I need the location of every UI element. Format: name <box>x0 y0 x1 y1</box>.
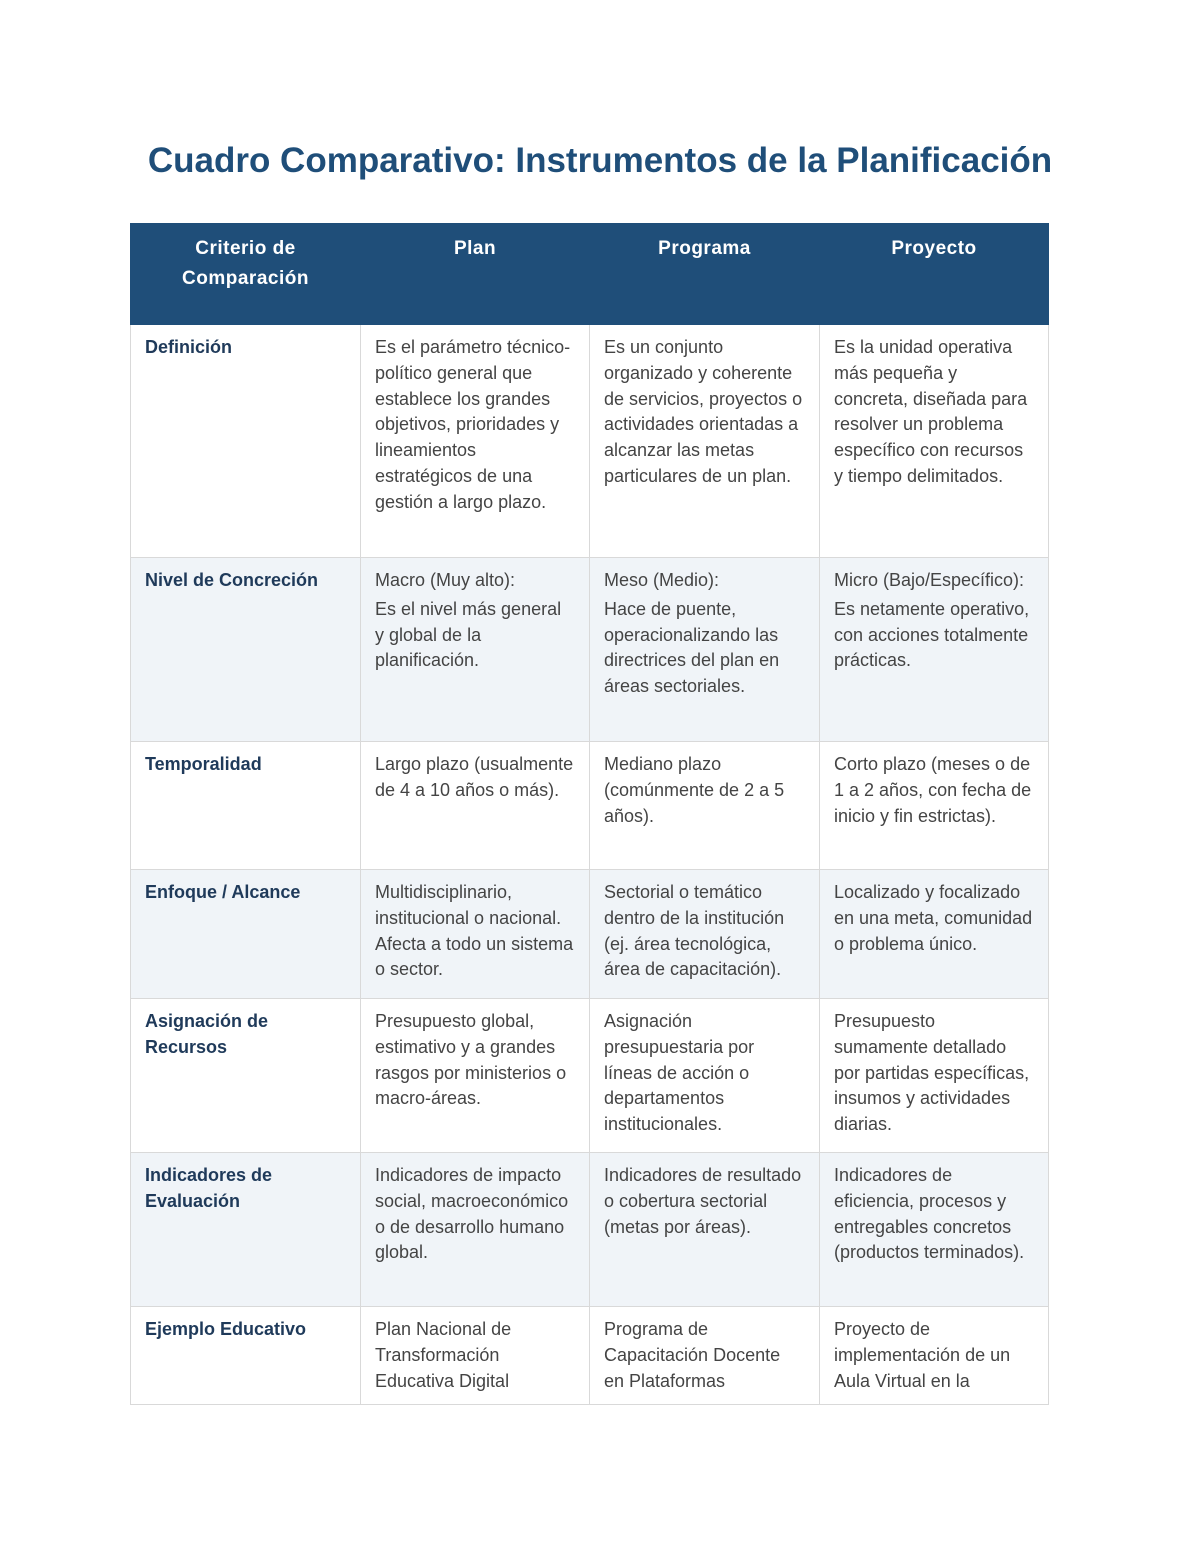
programa-cell: Programa de Capacitación Docente en Plataformas <box>590 1307 820 1405</box>
criterion-cell: Indicadores de Evaluación <box>131 1153 361 1307</box>
proyecto-cell: Proyecto de implementación de un Aula Virtual en la <box>820 1307 1049 1405</box>
programa-cell <box>590 558 820 742</box>
plan-cell: Indicadores de impacto social, macroeconómico o de desarrollo humano global. <box>361 1153 590 1307</box>
plan-cell: Plan Nacional de Transformación Educativa Digital <box>361 1307 590 1405</box>
header-plan: Plan <box>361 224 590 325</box>
criterion-cell: Asignación de Recursos <box>131 999 361 1153</box>
level-label: Micro (Bajo/Específico): <box>834 570 1025 590</box>
header-proyecto: Proyecto <box>820 224 1049 325</box>
criterion-cell: Temporalidad <box>131 742 361 870</box>
level-description: Es el nivel más general y global de la planificación. <box>375 598 562 671</box>
level-label: Macro (Muy alto): <box>375 570 516 590</box>
table-row <box>131 1153 1049 1307</box>
level-label: Meso (Medio): <box>604 570 720 590</box>
page-title: Cuadro Comparativo: Instrumentos de la Planificación <box>147 141 1053 180</box>
programa-cell: Es un conjunto organizado y coherente de servicios, proyectos o actividades orientadas a alcanzar las metas particulares de un plan. <box>590 325 820 558</box>
comparison-table <box>130 223 1049 1405</box>
header-programa: Programa <box>590 224 820 325</box>
proyecto-cell: Indicadores de eficiencia, procesos y entregables concretos (productos terminados). <box>820 1153 1049 1307</box>
criterion-cell: Definición <box>131 325 361 558</box>
table-row <box>131 742 1049 870</box>
criterion-cell: Ejemplo Educativo <box>131 1307 361 1405</box>
proyecto-cell: Localizado y focalizado en una meta, comunidad o problema único. <box>820 870 1049 999</box>
programa-cell: Mediano plazo (comúnmente de 2 a 5 años). <box>590 742 820 870</box>
table-row <box>131 999 1049 1153</box>
level-description: Es netamente operativo, con acciones totalmente prácticas. <box>834 598 1030 671</box>
programa-cell: Asignación presupuestaria por líneas de acción o departamentos institucionales. <box>590 999 820 1153</box>
proyecto-cell: Presupuesto sumamente detallado por partidas específicas, insumos y actividades diarias. <box>820 999 1049 1153</box>
criterion-cell: Nivel de Concreción <box>131 558 361 742</box>
header-criterio: Criterio de Comparación <box>131 224 361 325</box>
table-row <box>131 558 1049 742</box>
plan-cell: Presupuesto global, estimativo y a grandes rasgos por ministerios o macro-áreas. <box>361 999 590 1153</box>
plan-cell <box>361 558 590 742</box>
programa-cell: Sectorial o temático dentro de la institución (ej. área tecnológica, área de capacitación). <box>590 870 820 999</box>
criterion-cell: Enfoque / Alcance <box>131 870 361 999</box>
table-row <box>131 325 1049 558</box>
programa-cell: Indicadores de resultado o cobertura sectorial (metas por áreas). <box>590 1153 820 1307</box>
plan-cell: Multidisciplinario, institucional o nacional. Afecta a todo un sistema o sector. <box>361 870 590 999</box>
table-header-row <box>131 224 1049 325</box>
table-row <box>131 870 1049 999</box>
table-row <box>131 1307 1049 1405</box>
plan-cell: Es el parámetro técnico-político general que establece los grandes objetivos, prioridades y lineamientos estratégicos de una gestión a largo plazo. <box>361 325 590 558</box>
plan-cell: Largo plazo (usualmente de 4 a 10 años o más). <box>361 742 590 870</box>
proyecto-cell <box>820 558 1049 742</box>
level-description: Hace de puente, operacionalizando las directrices del plan en áreas sectoriales. <box>604 598 780 697</box>
proyecto-cell: Corto plazo (meses o de 1 a 2 años, con fecha de inicio y fin estrictas). <box>820 742 1049 870</box>
proyecto-cell: Es la unidad operativa más pequeña y concreta, diseñada para resolver un problema específico con recursos y tiempo delimitados. <box>820 325 1049 558</box>
